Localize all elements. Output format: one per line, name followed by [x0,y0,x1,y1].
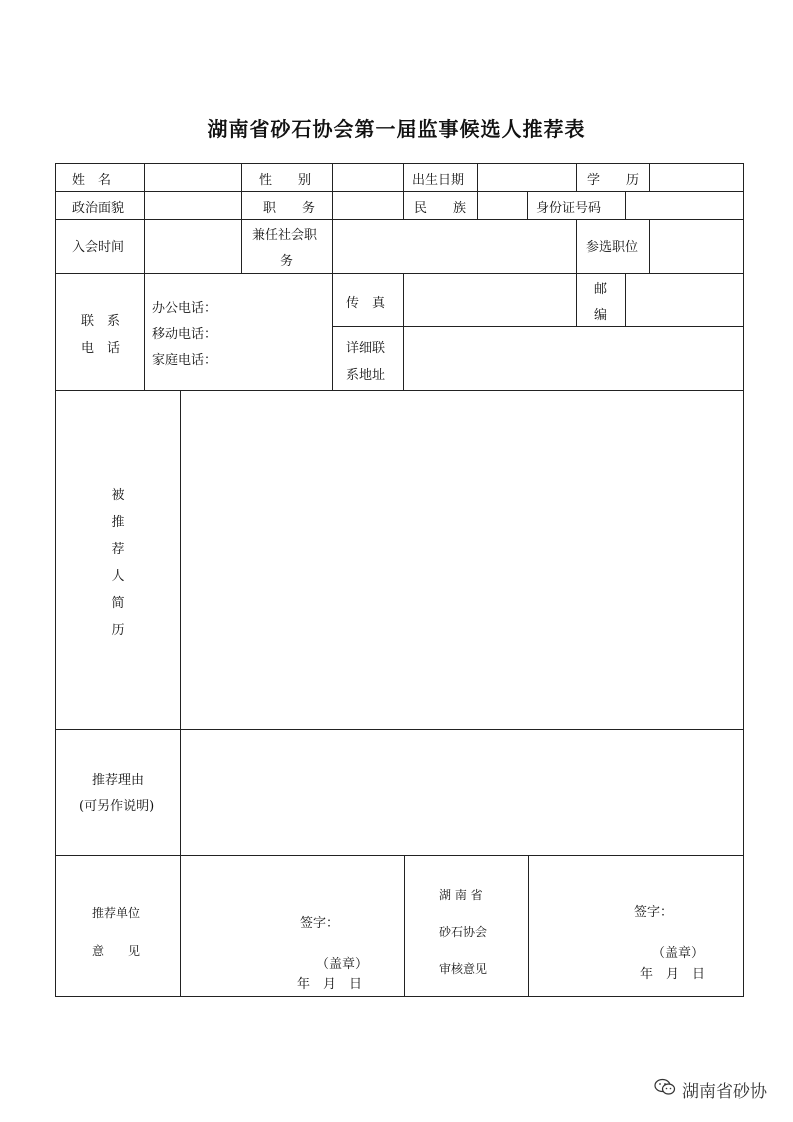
label-education: 学 历 [587,173,640,188]
label-resume-char: 简 [111,596,125,611]
id-number-field[interactable] [627,193,742,218]
rule [477,163,478,220]
rule [403,273,404,391]
label-recommending-unit-line1: 推荐单位 [92,906,141,920]
date-label-2: 年 月 日 [640,967,706,982]
label-postcode-line1: 邮 [594,282,608,297]
rule [649,219,650,274]
address-field[interactable] [405,328,742,389]
rule [55,729,744,730]
label-id-number: 身份证号码 [536,201,602,216]
wechat-icon [654,1078,676,1101]
reason-field[interactable] [182,731,742,854]
rule [241,163,242,274]
label-resume-char: 推 [111,515,125,530]
label-position: 职 务 [263,201,316,216]
label-association-line2: 砂石协会 [439,925,488,939]
rule [55,273,744,274]
birth-date-field[interactable] [479,165,575,190]
position-field[interactable] [334,193,402,218]
date-label: 年 月 日 [297,977,363,992]
label-reason-line1: 推荐理由 [92,773,145,788]
label-resume-char: 被 [111,488,125,503]
label-political-status: 政治面貌 [72,201,125,216]
gender-field[interactable] [334,165,402,190]
footer-watermark [654,1077,767,1102]
account-name: 湖南省砂协 [682,1082,767,1102]
rule [576,163,577,192]
join-time-field[interactable] [146,221,240,272]
fax-field[interactable] [405,275,575,325]
seal-label-2: （盖章） [652,946,705,961]
rule [649,163,650,192]
table-border-bottom [55,996,744,997]
label-association-line1: 湖 南 省 [439,888,483,902]
recommending-unit-opinion-field[interactable] [182,857,403,995]
label-mobile-phone: 移动电话： [152,327,218,342]
label-reason-line2: (可另作说明) [79,799,155,814]
rule [625,191,626,220]
social-post-field[interactable] [334,221,575,272]
rule [144,163,145,220]
label-recommending-unit-line2: 意 见 [92,944,141,958]
label-contact-line1: 联 系 [81,314,121,329]
resume-field[interactable] [182,392,742,728]
label-address-line1: 详细联 [346,341,386,356]
label-ethnicity: 民 族 [414,201,467,216]
table-border-top [55,163,744,164]
label-birth-date: 出生日期 [412,173,465,188]
label-association-line3: 审核意见 [439,962,488,976]
label-social-post-line1: 兼任社会职 [252,228,318,243]
label-fax: 传 真 [346,296,386,311]
label-office-phone: 办公电话： [152,301,218,316]
label-social-post-line2: 务 [280,254,294,269]
label-contact-line2: 电 话 [81,341,121,356]
rule [180,390,181,997]
label-address-line2: 系地址 [346,368,386,383]
name-field[interactable] [146,165,240,190]
rule [576,219,577,327]
rule [55,219,744,220]
rule [527,191,528,220]
ethnicity-field[interactable] [479,193,526,218]
label-resume-char: 荐 [111,542,125,557]
table-border-left [55,163,56,997]
label-name: 姓 名 [72,173,112,188]
page-title: 湖南省砂石协会第一届监事候选人推荐表 [207,117,586,141]
political-status-field[interactable] [146,193,240,218]
label-resume-char: 历 [111,623,125,638]
rule [55,191,744,192]
association-opinion-field[interactable] [530,857,742,995]
phone-field[interactable] [222,296,330,370]
label-postcode-line2: 编 [594,308,608,323]
seal-label: （盖章） [316,957,369,972]
candidate-post-field[interactable] [651,221,742,272]
signature-label: 签字： [300,916,340,931]
label-home-phone: 家庭电话： [152,353,218,368]
label-join-time: 入会时间 [72,240,125,255]
rule [528,855,529,997]
rule [144,219,145,391]
rule [404,855,405,997]
label-gender: 性 别 [259,173,312,188]
rule [55,390,744,391]
postcode-field[interactable] [627,275,742,325]
rule [403,163,404,220]
rule [332,326,744,327]
signature-label-2: 签字： [634,905,674,920]
table-border-right [743,163,744,997]
rule [55,855,744,856]
label-resume-char: 人 [111,569,125,584]
rule [332,163,333,391]
education-field[interactable] [651,165,742,190]
rule [625,273,626,327]
label-candidate-post: 参选职位 [586,240,639,255]
